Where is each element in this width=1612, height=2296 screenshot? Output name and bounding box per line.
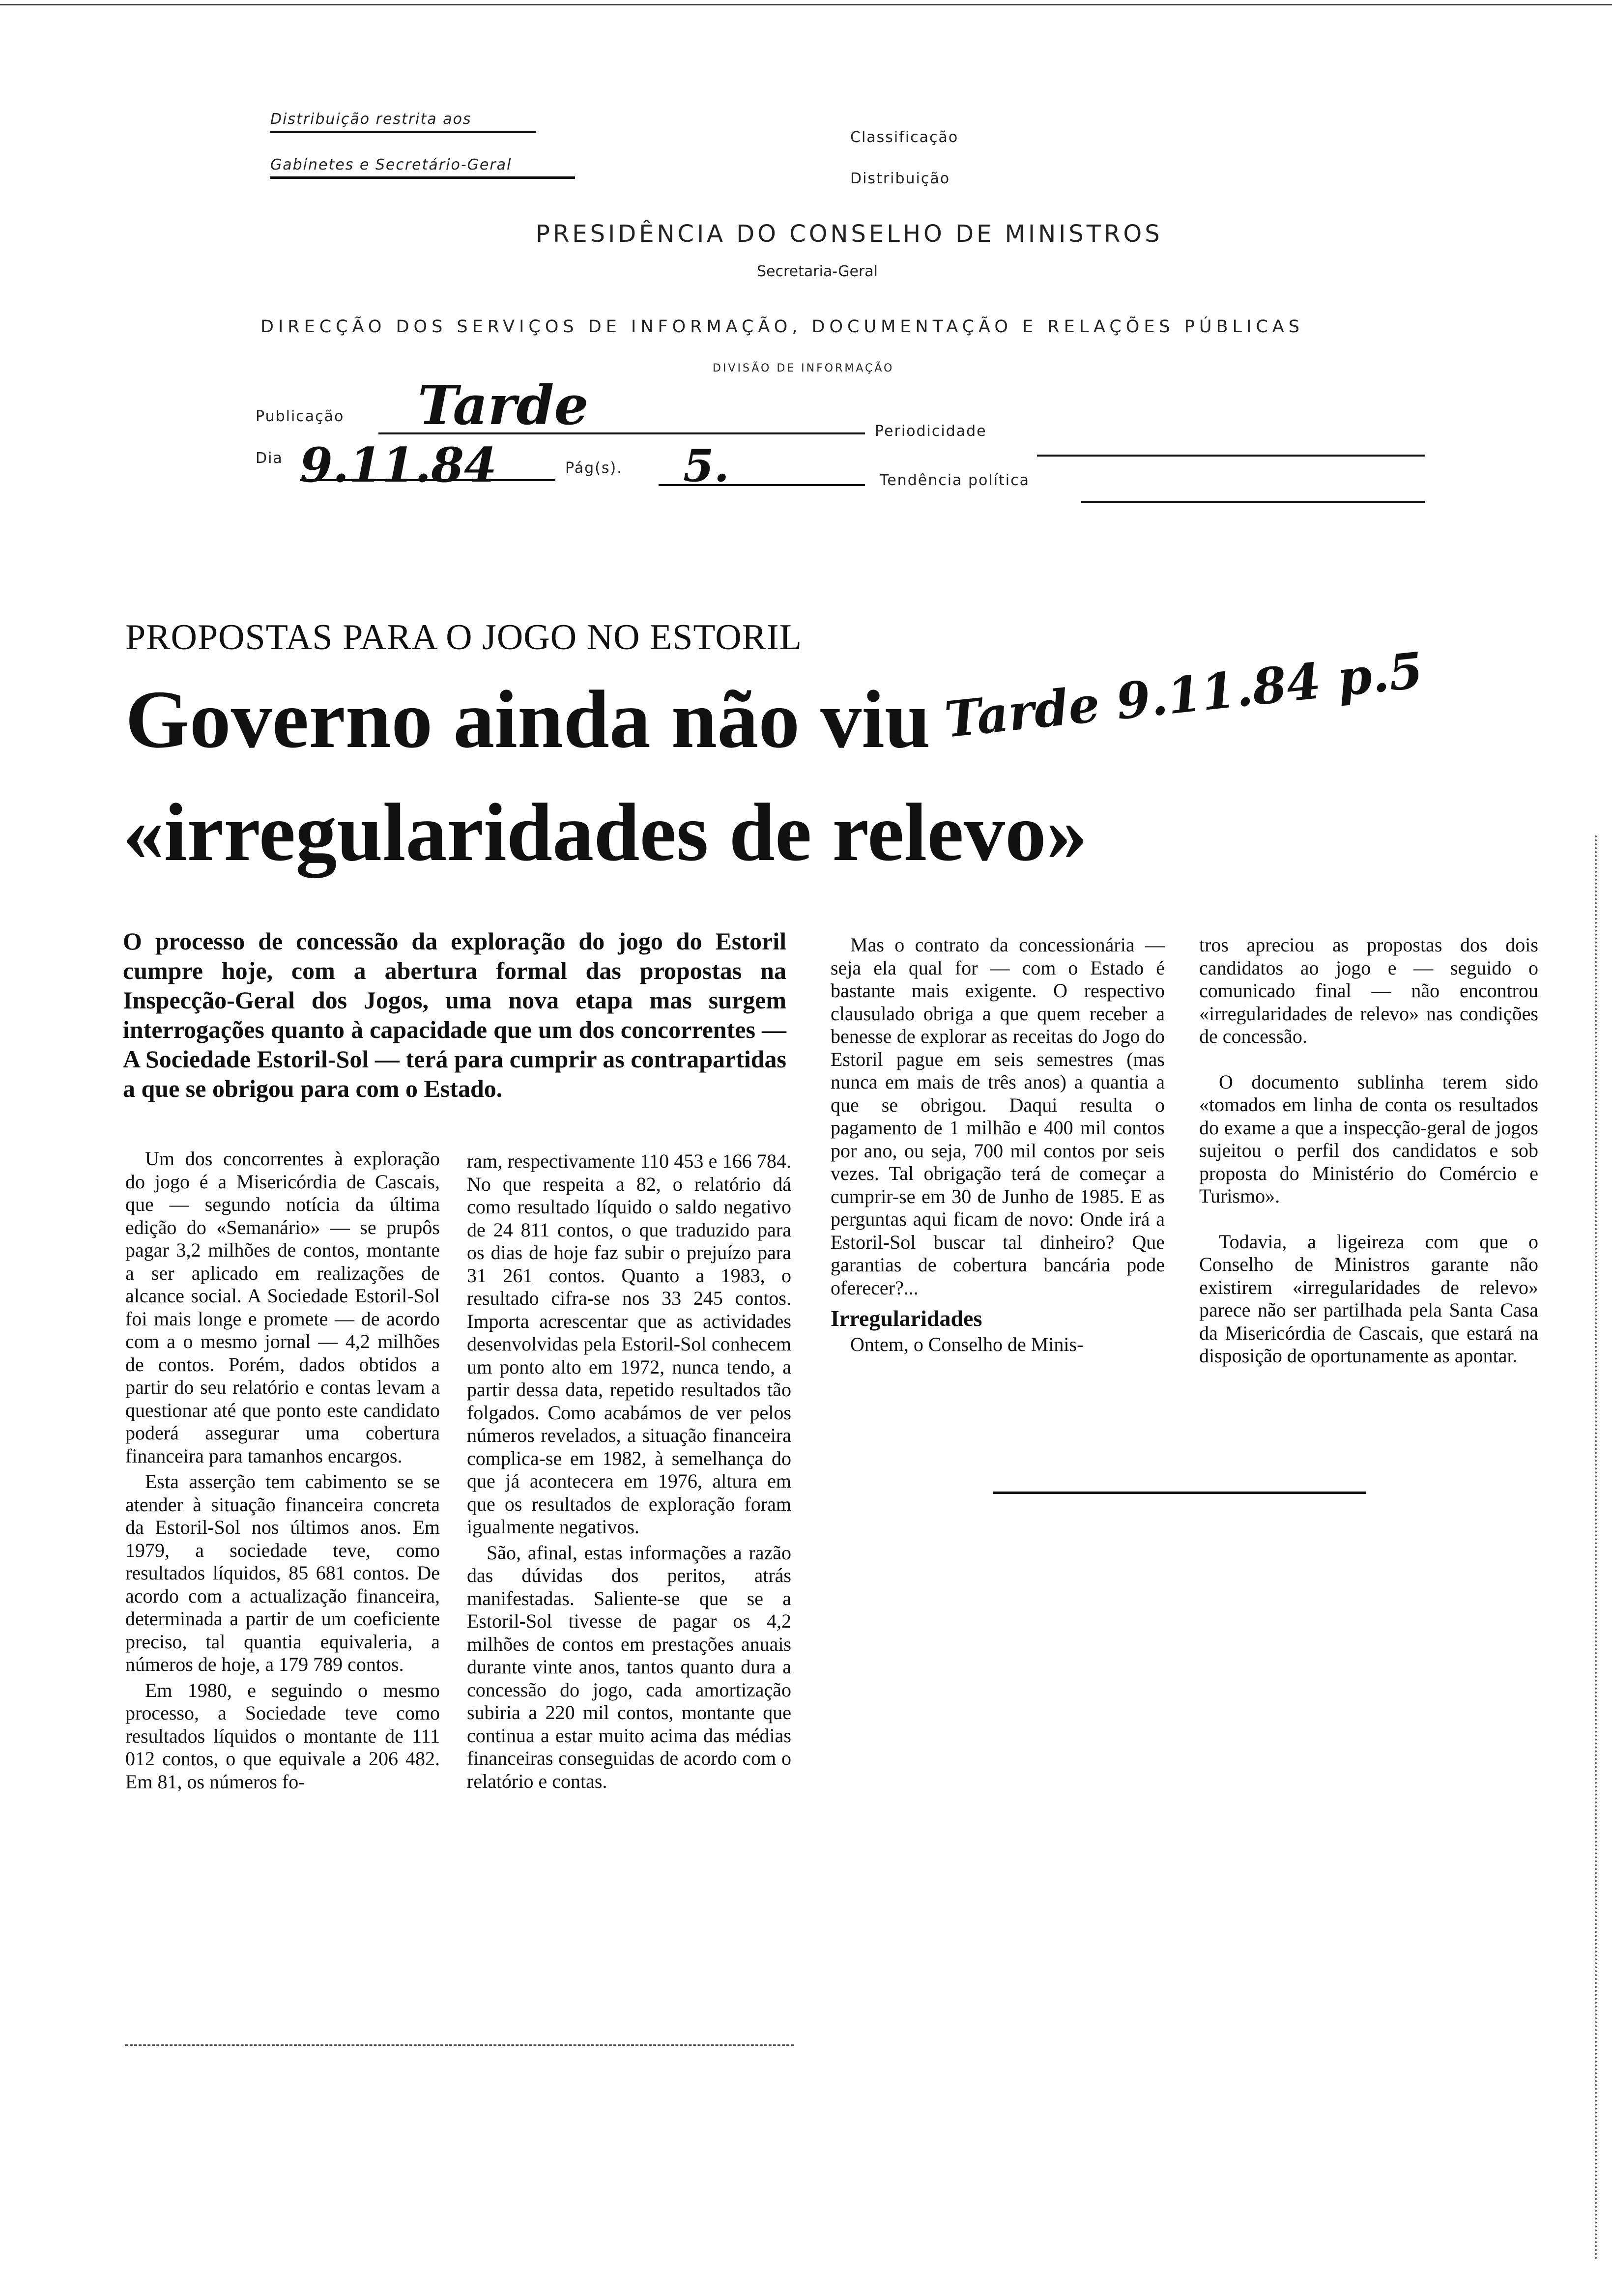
paragraph: Esta asserção tem cabimento se se atender à situação financeira concreta da Estoril-Sol nos últimos anos. Em 1979, a sociedade teve, como resultados líquidos, 85 681 contos. De acordo com a actualização financeira, determinada a partir de um coeficiente preciso, tal quantia equivaleria, a números de hoje, a 179 789 contos.	[125, 1470, 440, 1675]
paragraph: Ontem, o Conselho de Minis-	[850, 1333, 1084, 1355]
pages-value: 5.	[683, 440, 729, 492]
periodicity-label: Periodicidade	[875, 423, 987, 440]
secretariat-title: Secretaria-Geral	[757, 263, 878, 280]
day-value: 9.11.84	[300, 437, 497, 493]
article-end-rule	[993, 1492, 1366, 1494]
paragraph: Um dos concorrentes à exploração do jogo é a Misericórdia de Cascais, que — segundo notícia da última edição do «Semanário» — se prupôs pagar 3,2 milhões de contos, montante a ser aplicado em realizações de alcance social. A Sociedade Estoril-Sol foi mais longe e promete — de acordo com a o mesmo jornal — 4,2 milhões de contos. Porém, dados obtidos a partir do seu relatório e contas levam a questionar até que ponto este candidato poderá assegurar uma cobertura financeira para tamanhos encargos.	[125, 1148, 440, 1467]
article-kicker: PROPOSTAS PARA O JOGO NO ESTORIL	[125, 617, 802, 658]
pages-label: Pág(s).	[565, 459, 623, 477]
political-tendency-label: Tendência política	[880, 472, 1030, 489]
directorate-title: DIRECÇÃO DOS SERVIÇOS DE INFORMAÇÃO, DOCUMENTAÇÃO E RELAÇÕES PÚBLICAS	[260, 317, 1304, 337]
division-title: DIVISÃO DE INFORMAÇÃO	[713, 362, 894, 374]
paragraph: Mas o contrato da concessionária — seja ela qual for — com o Estado é bastante mais exigente. O respectivo clausulado obriga a que quem receber a benesse de explorar as receitas do Jogo do Estoril pague em seis semestres (mas nunca em mais de três anos) a quantia a que se obrigou. Daqui resulta o pagamento de 1 milhão e 400 mil contos por ano, ou seja, 700 mil contos por seis vezes. Tal obrigação terá de começar a cumprir-se em 30 de Junho de 1985. E as perguntas aqui ficam de novo: Onde irá a Estoril-Sol buscar tal dinheiro? Que garantias de cobertura bancária pode oferecer?...	[831, 934, 1165, 1299]
headline-line1: Governo ainda não viu	[125, 674, 931, 765]
article-lead: O processo de concessão da exploração do jogo do Estoril cumpre hoje, com a abertura formal das propostas na Inspecção-Geral dos Jogos, uma nova etapa mas surgem interrogações quanto à capacidade que um dos concorrentes — A Sociedade Estoril-Sol — terá para cumprir as contrapartidas a que se obrigou para com o Estado.	[123, 927, 786, 1102]
paragraph: Todavia, a ligeireza com que o Conselho de Ministros garante não existirem «irregularidades de relevo» parece não ser partilhada pela Santa Casa da Misericórdia de Cascais, que estará na disposição de oportunamente as apontar.	[1199, 1230, 1538, 1367]
paragraph: O documento sublinha terem sido «tomados em linha de conta os resultados do exame a que a inspecção-geral de jogos sujeitou o perfil dos candidatos e sob proposta do Ministério do Comércio e Turismo».	[1199, 1070, 1538, 1207]
distribution-label: Distribuição	[850, 170, 950, 187]
article-column-3	[831, 934, 1165, 1356]
subheading: Irregularidades	[831, 1306, 982, 1331]
paragraph: São, afinal, estas informações a razão das dúvidas dos peritos, atrás manifestadas. Saliente-se que se a Estoril-Sol tivesse de pagar os 4,2 milhões de contos em prestações anuais durante vinte anos, tantos quanto dura a concessão do jogo, cada amortização subiria a 220 mil contos, montante que continua a estar muito acima das médias financeiras conseguidas de acordo com o relatório e contas.	[467, 1541, 791, 1792]
article-column-4	[1199, 934, 1538, 1368]
day-label: Dia	[256, 450, 283, 467]
political-tendency-field-line	[1081, 501, 1425, 503]
scan-top-edge	[0, 4, 1612, 5]
scan-right-edge	[1595, 835, 1604, 2261]
handwritten-annotation: Tarde 9.11.84 p.5	[942, 641, 1426, 749]
clipping-bottom-edge	[125, 2044, 794, 2046]
article-column-1	[125, 1148, 440, 1793]
article-column-2	[467, 1150, 791, 1793]
paragraph: tros apreciou as propostas dos dois candidatos ao jogo e — seguido o comunicado final — não encontrou «irregularidades de relevo» nas condições de concessão.	[1199, 934, 1538, 1047]
classification-label: Classificação	[850, 129, 959, 146]
publication-label: Publicação	[256, 408, 345, 425]
publication-value: Tarde	[418, 373, 589, 437]
paragraph: ram, respectivamente 110 453 e 166 784. No que respeita a 82, o relatório dá como resultado líquido o saldo negativo de 24 811 contos, o que traduzido para os dias de hoje faz subir o prejuízo para 31 261 contos. Quanto a 1983, o resultado cifra-se nos 33 245 contos. Importa acrescentar que as actividades desenvolvidas pela Estoril-Sol conhecem um ponto alto em 1972, nunca tendo, a partir dessa data, repetido resultados tão folgados. Como acabámos de ver pelos números revelados, a situação financeira complica-se em 1982, à semelhança do que já acontecera em 1976, altura em que os resultados de exploração foram igualmente negativos.	[467, 1150, 791, 1538]
headline-line2: «irregularidades de relevo»	[123, 787, 1088, 878]
paragraph: Em 1980, e seguindo o mesmo processo, a Sociedade teve como resultados líquidos o montante de 111 012 contos, o que equivale a 206 482. Em 81, os números fo-	[125, 1679, 440, 1793]
distribution-restricted-line2: Gabinetes e Secretário-Geral	[270, 156, 575, 179]
institution-title: PRESIDÊNCIA DO CONSELHO DE MINISTROS	[536, 220, 1163, 248]
periodicity-field-line	[1037, 455, 1425, 457]
distribution-restricted-line1: Distribuição restrita aos	[270, 111, 536, 133]
